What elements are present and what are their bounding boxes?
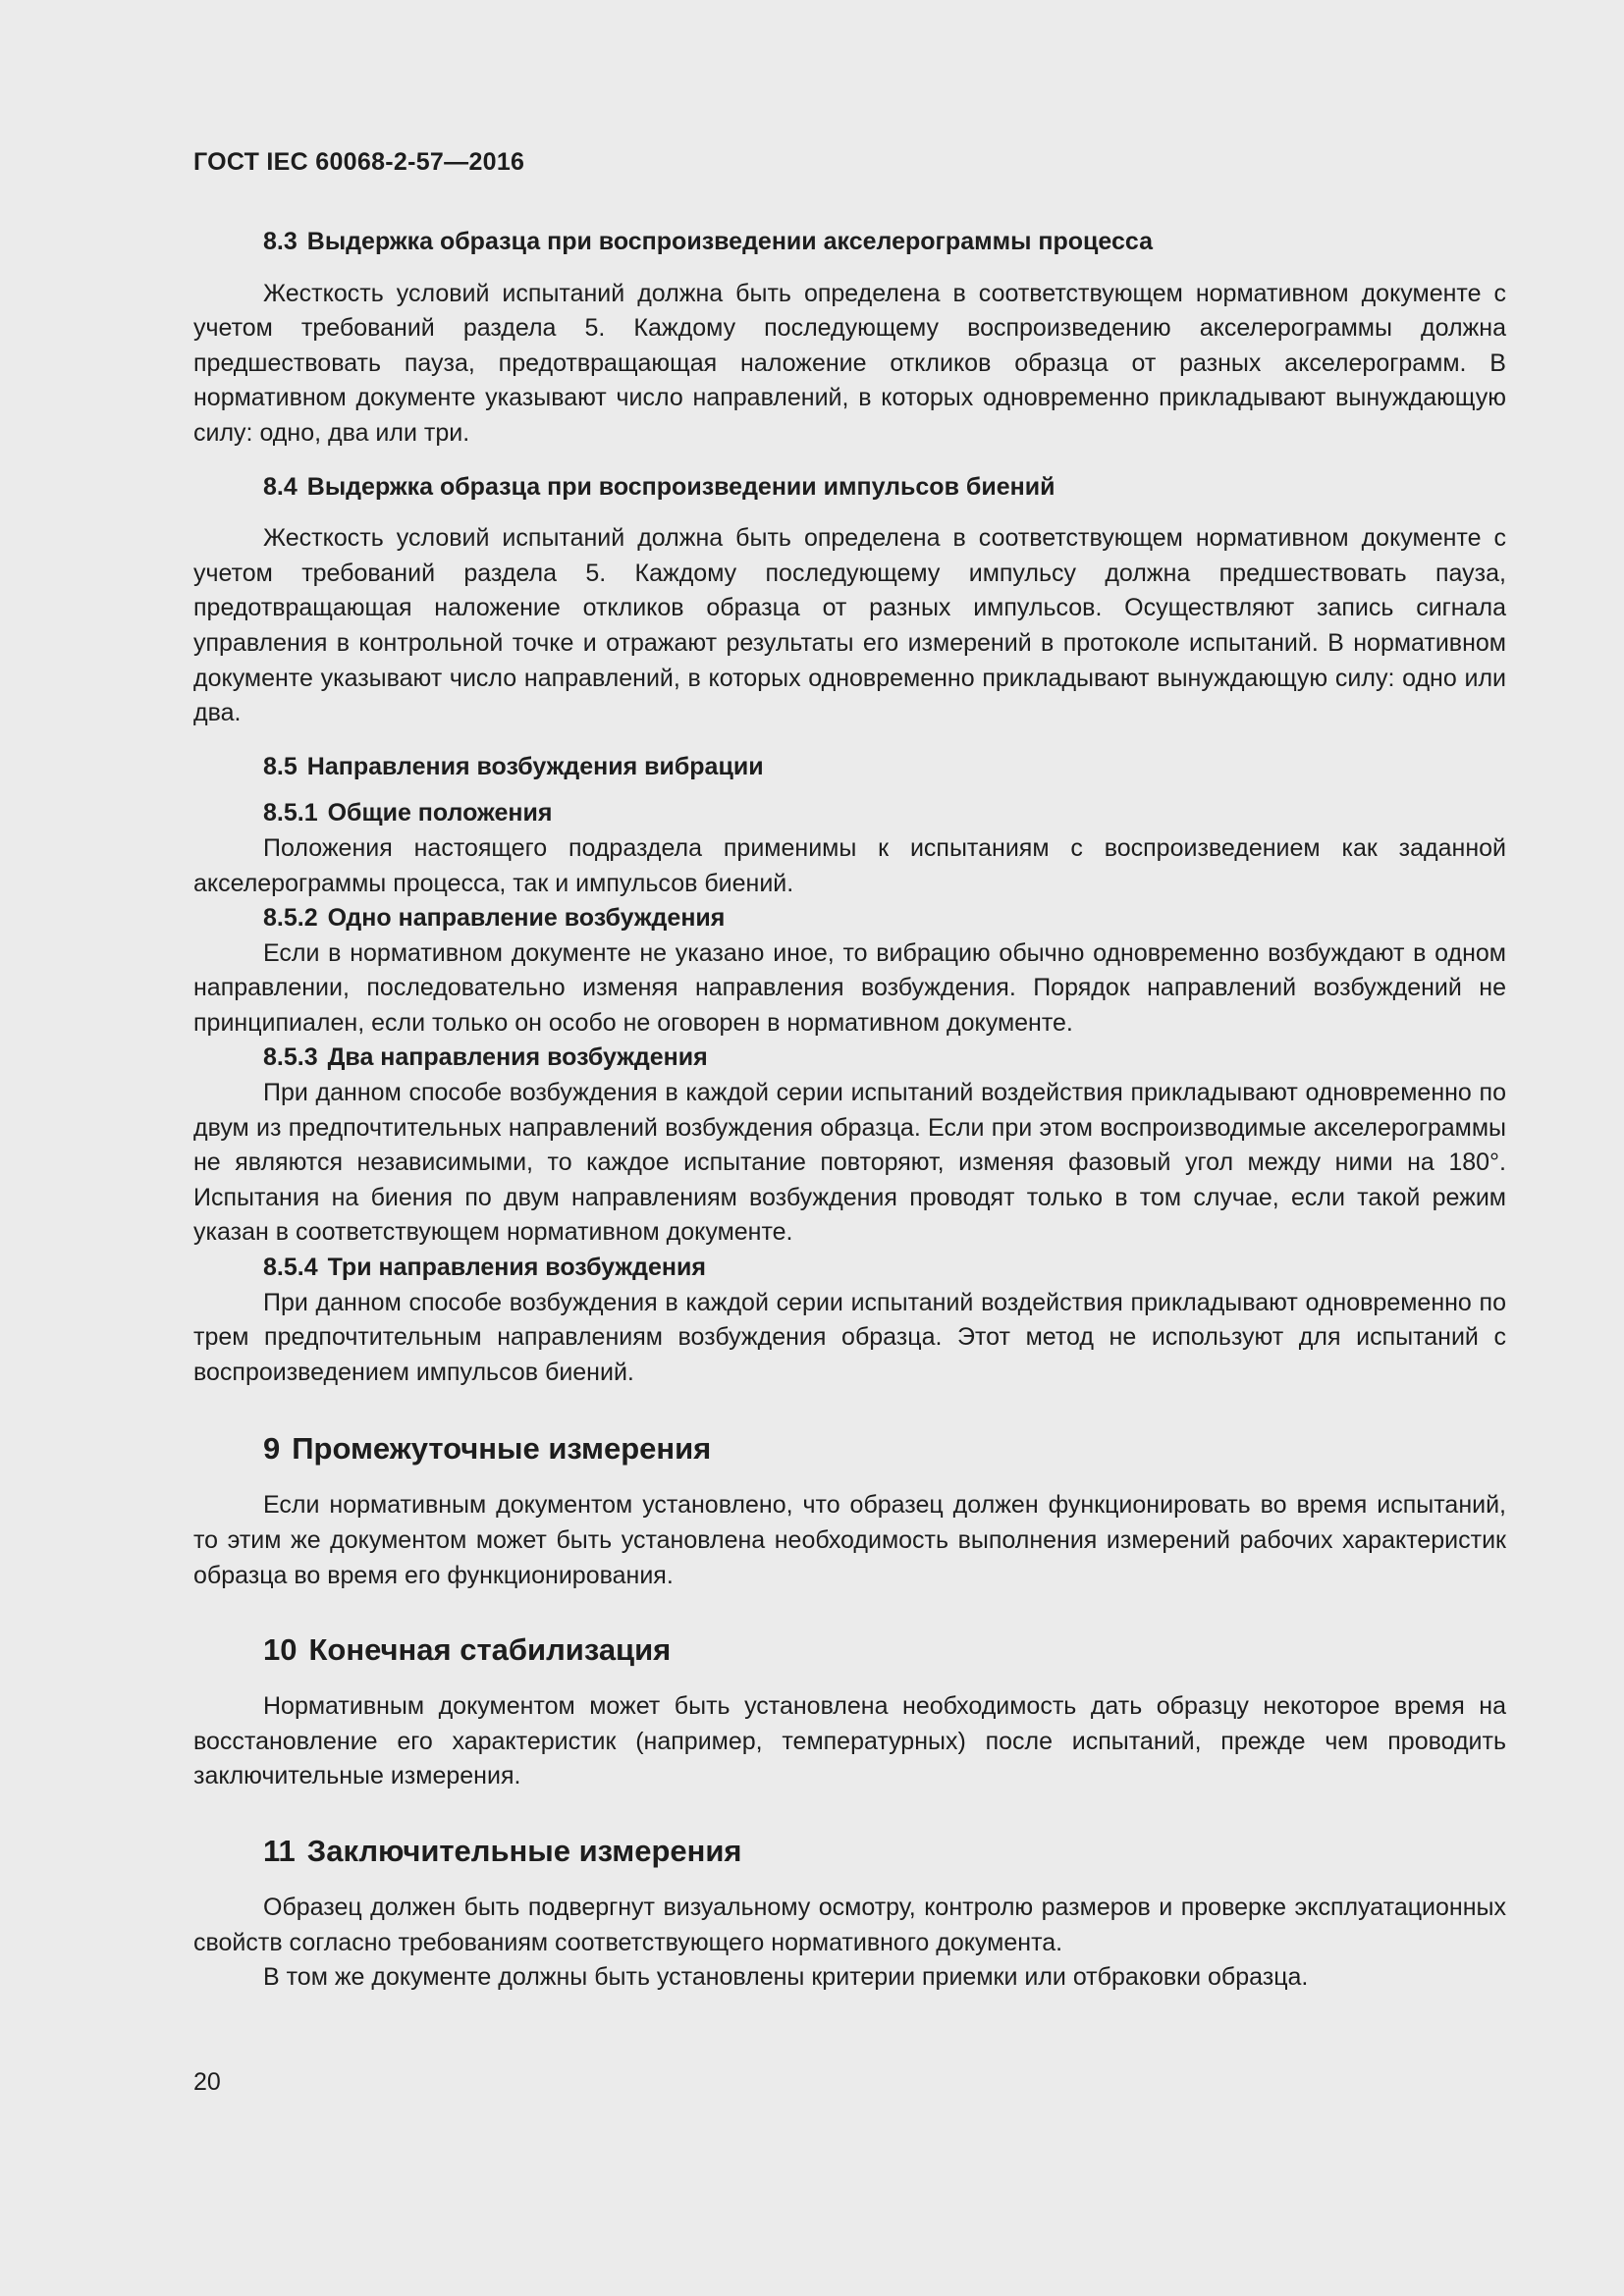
heading-number: 8.5.1: [263, 799, 318, 828]
heading-number: 8.4: [263, 472, 298, 501]
paragraph: При данном способе возбуждения в каждой серии испытаний воздействия прикладывают одновременно по двум из предпочтительных направлений возбуждения образца. Если при этом воспроизводимые акселерограммы не являются независимыми, то каждое испытание повторяют, изменяя фазовый угол между ними на 180°. Испытания на биения по двум направлениям возбуждения проводят только в том случае, если такой режим указан в соответствующем нормативном документе.: [193, 1079, 1506, 1247]
paragraph: Если нормативным документом установлено, что образец должен функционировать во время испытаний, то этим же документом может быть установлена необходимость выполнения измерений рабочих характеристик образца во время его функционирования.: [193, 1491, 1506, 1589]
paragraph: Если в нормативном документе не указано иное, то вибрацию обычно одновременно возбуждают в одном направлении, последовательно изменяя направления возбуждения. Порядок направлений возбуждений не принципиален, если только он особо не оговорен в нормативном документе.: [193, 938, 1506, 1037]
section-heading: [193, 1429, 1506, 1468]
subsection-heading: [193, 1041, 1506, 1076]
subsection-heading: [193, 470, 1506, 506]
heading-number: 9: [263, 1431, 281, 1467]
heading-title: Направления возбуждения вибрации: [306, 752, 764, 780]
heading-title: Два направления возбуждения: [327, 1043, 708, 1072]
page-number: 20: [193, 2068, 221, 2096]
heading-title: Одно направление возбуждения: [327, 904, 726, 933]
heading-number: 8.5.3: [263, 1043, 318, 1072]
paragraph: Образец должен быть подвергнут визуальному осмотру, контролю размеров и проверке эксплуатационных свойств согласно требованиям соответствующего нормативного документа.: [193, 1893, 1506, 1956]
section-heading: [193, 1630, 1506, 1670]
subsection-heading: [193, 225, 1506, 260]
section-heading: [193, 1832, 1506, 1871]
paragraph: В том же документе должны быть установлены критерии приемки или отбраковки образца.: [263, 1963, 1309, 1992]
heading-title: Промежуточные измерения: [292, 1431, 712, 1467]
document-body: [193, 225, 1506, 1996]
heading-number: 8.5.2: [263, 904, 318, 933]
heading-number: 10: [263, 1632, 298, 1668]
heading-number: 8.3: [263, 228, 298, 255]
paragraph: Жесткость условий испытаний должна быть определена в соответствующем нормативном документе с учетом требований раздела 5. Каждому последующему импульсу должна предшествовать пауза, предотвращающая наложение откликов образца от разных импульсов. Осуществляют запись сигнала управления в контрольной точке и отражают результаты его измерений в протоколе испытаний. В нормативном документе указывают число направлений, в которых одновременно прикладывают вынуждающую силу: одно или два.: [193, 524, 1506, 727]
heading-number: 8.5.4: [263, 1254, 318, 1282]
subsection-heading: [193, 750, 1506, 785]
paragraph: При данном способе возбуждения в каждой серии испытаний воздействия прикладывают одновременно по трем предпочтительным направлениям возбуждения образца. Этот метод не используют для испытаний с воспроизведением импульсов биений.: [193, 1288, 1506, 1386]
subsection-heading: [193, 901, 1506, 936]
heading-title: Конечная стабилизация: [308, 1632, 672, 1668]
heading-title: Выдержка образца при воспроизведении импульсов биений: [306, 472, 1056, 501]
heading-title: Три направления возбуждения: [327, 1254, 706, 1282]
heading-title: Выдержка образца при воспроизведении акселерограммы процесса: [306, 228, 1153, 255]
heading-title: Общие положения: [327, 799, 553, 828]
paragraph: Жесткость условий испытаний должна быть определена в соответствующем нормативном документе с учетом требований раздела 5. Каждому последующему воспроизведению акселерограммы должна предшествовать пауза, предотвращающая наложение откликов образца от разных акселерограмм. В нормативном документе указывают число направлений, в которых одновременно прикладывают вынуждающую силу: одно, два или три.: [193, 279, 1506, 447]
paragraph: Нормативным документом может быть установлена необходимость дать образцу некоторое время на восстановление его характеристик (например, температурных) после испытаний, прежде чем проводить заключительные измерения.: [193, 1692, 1506, 1790]
paragraph: Положения настоящего подраздела применимы к испытаниям с воспроизведением как заданной акселерограммы процесса, так и импульсов биений.: [193, 833, 1506, 897]
subsection-heading: [193, 796, 1506, 831]
running-header: ГОСТ IEC 60068-2-57—2016: [193, 148, 525, 176]
heading-number: 8.5: [263, 752, 298, 780]
subsection-heading: [193, 1251, 1506, 1286]
heading-number: 11: [263, 1833, 296, 1868]
heading-title: Заключительные измерения: [306, 1833, 742, 1868]
